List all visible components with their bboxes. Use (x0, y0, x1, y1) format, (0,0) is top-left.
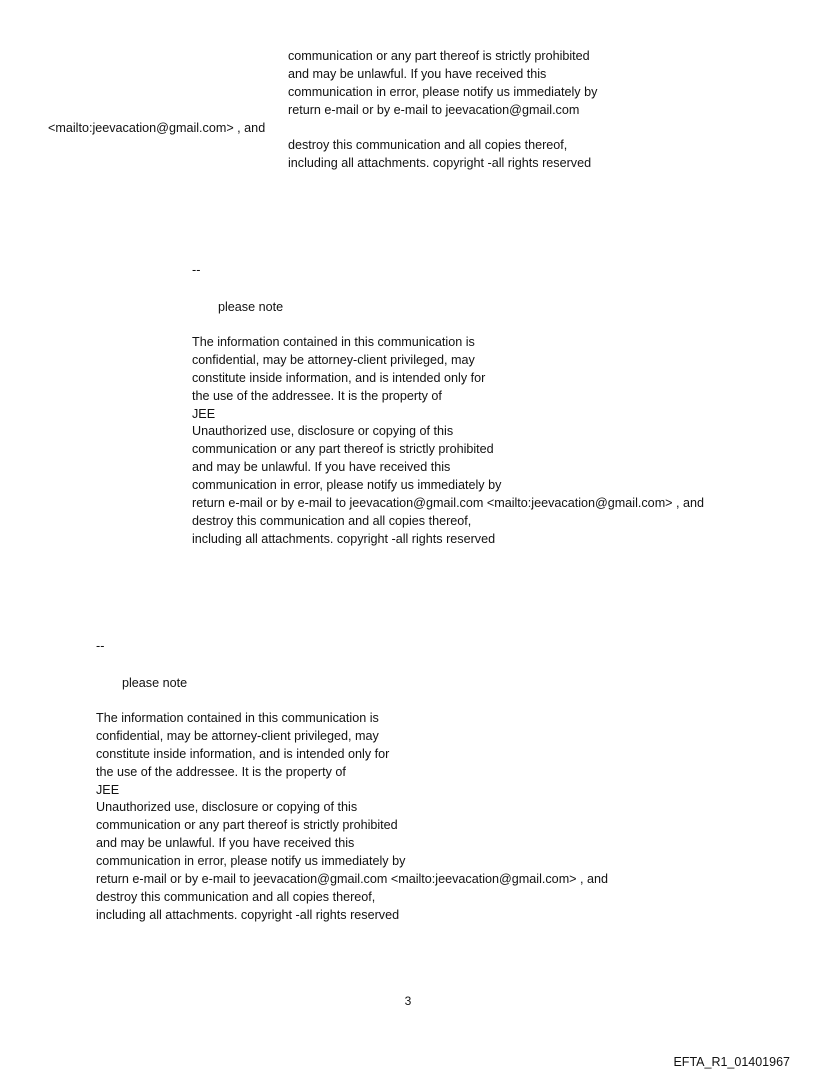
notice-line: including all attachments. copyright -all rights reserved (96, 907, 400, 922)
notice-line: confidential, may be attorney-client privileged, may (192, 352, 475, 367)
notice-line: and may be unlawful. If you have received this (96, 836, 355, 851)
mailto-text: <mailto:jeevacation@gmail.com> , and (48, 121, 266, 135)
notice-block-1 (288, 48, 597, 120)
notice-line: communication or any part thereof is strictly prohibited (96, 818, 398, 833)
notice-line: communication in error, please notify us immediately by (96, 854, 406, 869)
notice-line: confidential, may be attorney-client privileged, may (96, 728, 379, 743)
notice-line: return e-mail or by e-mail to jeevacation@gmail.com (288, 102, 580, 117)
document-id: EFTA_R1_01401967 (673, 1055, 790, 1069)
please-note-heading: please note (218, 300, 284, 314)
notice-line: The information contained in this communication is (96, 711, 379, 725)
notice-line: return e-mail or by e-mail to jeevacation@gmail.com <mailto:jeevacation@gmail.com> , and (96, 872, 609, 887)
notice-line: destroy this communication and all copies thereof, (288, 138, 568, 152)
notice-line: JEE (192, 406, 216, 421)
notice-line: destroy this communication and all copies thereof, (192, 513, 472, 528)
notice-line: Unauthorized use, disclosure or copying of this (192, 424, 454, 439)
notice-line: The information contained in this communication is (192, 335, 475, 349)
notice-line: including all attachments. copyright -all rights reserved (288, 155, 592, 170)
notice-line: communication or any part thereof is strictly prohibited (288, 49, 590, 63)
notice-line: the use of the addressee. It is the property of (96, 764, 346, 779)
notice-line: communication in error, please notify us immediately by (192, 478, 502, 493)
notice-line: and may be unlawful. If you have received this (288, 66, 547, 81)
notice-block-3 (96, 710, 608, 925)
notice-line: communication in error, please notify us immediately by (288, 84, 598, 99)
notice-line: constitute inside information, and is intended only for (96, 746, 390, 761)
notice-block-1-tail (288, 137, 591, 173)
notice-line: Unauthorized use, disclosure or copying of this (96, 800, 358, 815)
notice-line: return e-mail or by e-mail to jeevacation@gmail.com <mailto:jeevacation@gmail.com> , and (192, 496, 705, 511)
page-number: 3 (404, 994, 412, 1008)
notice-line: constitute inside information, and is intended only for (192, 370, 486, 385)
notice-line: including all attachments. copyright -all rights reserved (192, 531, 496, 546)
separator: -- (96, 639, 105, 653)
notice-line: the use of the addressee. It is the property of (192, 388, 442, 403)
notice-line: JEE (96, 782, 120, 797)
please-note-heading: please note (122, 676, 188, 690)
separator: -- (192, 263, 201, 277)
notice-line: destroy this communication and all copies thereof, (96, 889, 376, 904)
notice-line: communication or any part thereof is strictly prohibited (192, 442, 494, 457)
notice-line: and may be unlawful. If you have received this (192, 460, 451, 475)
notice-block-2 (192, 334, 704, 549)
mailto-hanging-line (48, 120, 265, 138)
